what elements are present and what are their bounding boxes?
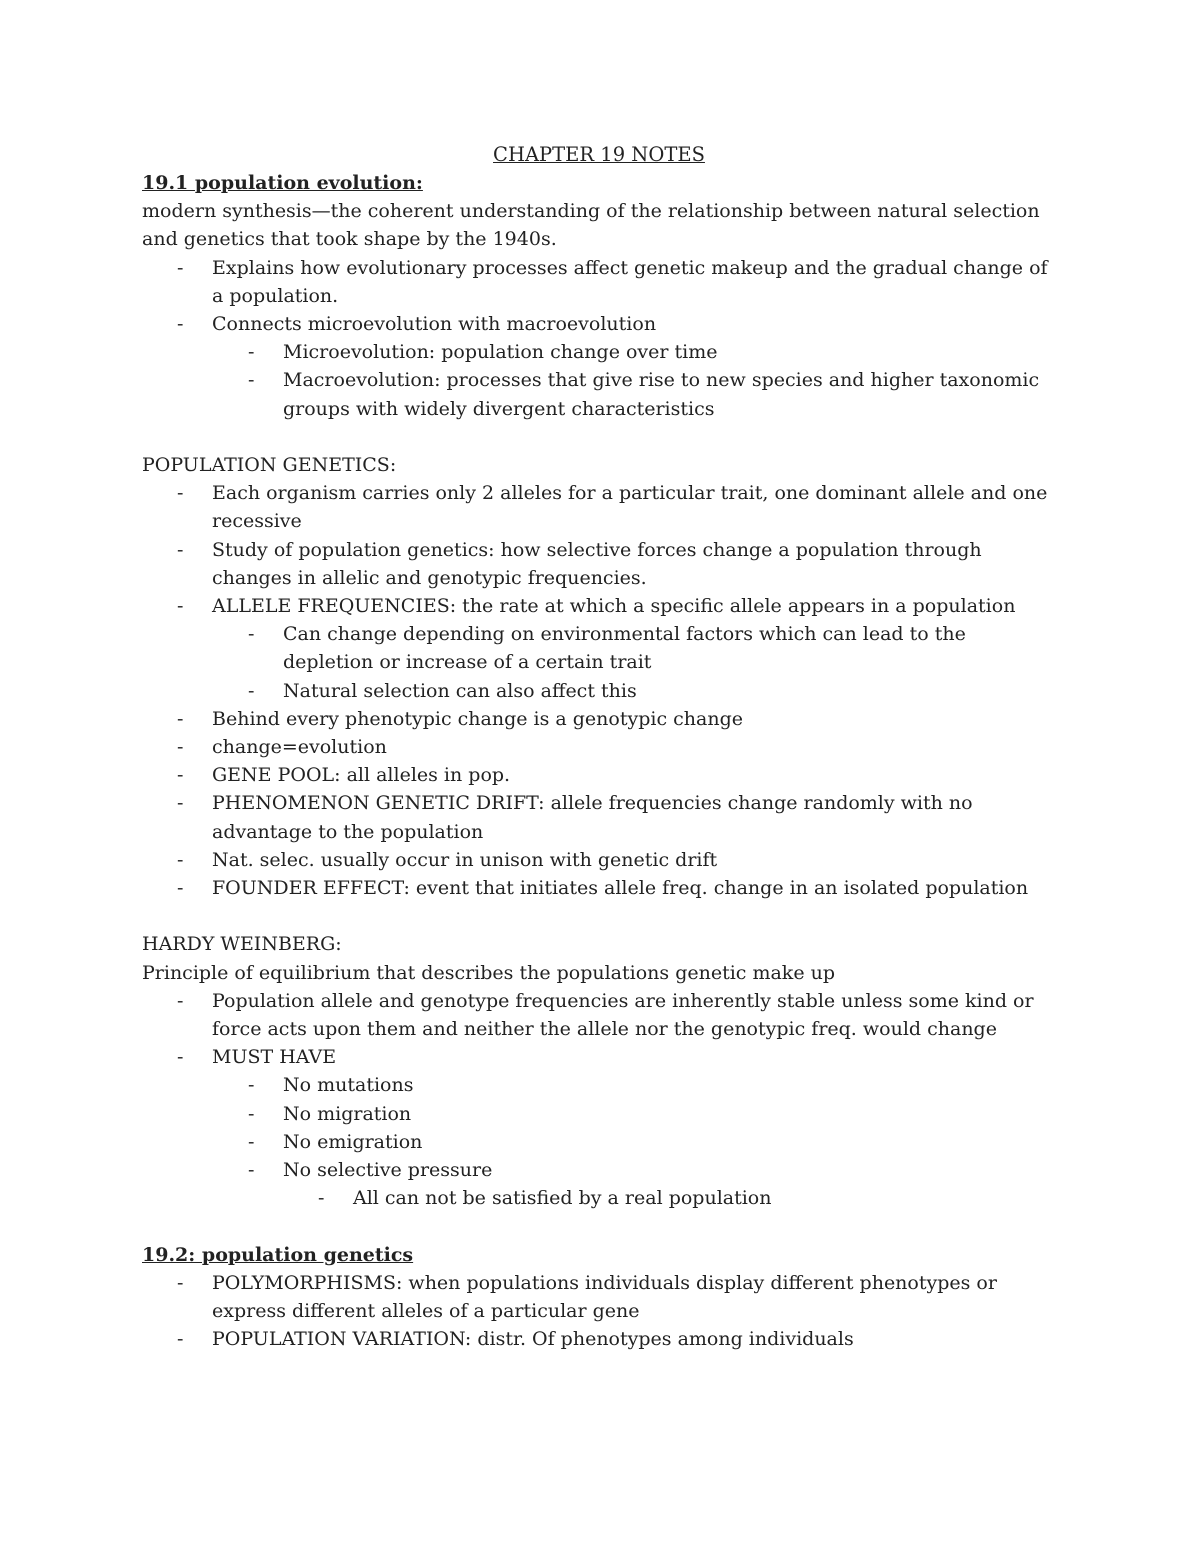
bullet-list bbox=[142, 987, 1050, 1213]
section-heading-population-genetics: POPULATION GENETICS: bbox=[142, 454, 397, 477]
dash-bullet: - bbox=[177, 877, 184, 900]
dash-bullet: - bbox=[248, 623, 255, 646]
dash-bullet: - bbox=[248, 1102, 255, 1125]
list-item bbox=[142, 677, 1050, 705]
list-item-text: Each organism carries only 2 alleles for a particular trait, one dominant allele and one recessive bbox=[212, 482, 1048, 533]
dash-bullet: - bbox=[177, 1328, 184, 1351]
dash-bullet: - bbox=[177, 482, 184, 505]
dash-bullet: - bbox=[177, 989, 184, 1012]
list-item-text: FOUNDER EFFECT: event that initiates allele freq. change in an isolated population bbox=[212, 877, 1029, 900]
dash-bullet: - bbox=[248, 1074, 255, 1097]
spacer bbox=[142, 423, 1050, 451]
list-item bbox=[142, 1100, 1050, 1128]
list-item bbox=[142, 733, 1050, 761]
list-item bbox=[142, 620, 1050, 676]
list-item bbox=[142, 874, 1050, 902]
list-item bbox=[142, 1269, 1050, 1325]
page-title: CHAPTER 19 NOTES bbox=[493, 143, 705, 166]
list-item bbox=[142, 1128, 1050, 1156]
dash-bullet: - bbox=[177, 792, 184, 815]
list-item bbox=[142, 1156, 1050, 1184]
list-item-text: Microevolution: population change over time bbox=[283, 341, 718, 364]
list-item-text: Population allele and genotype frequencies are inherently stable unless some kind or force acts upon them and neither the allele nor the genotypic freq. would change bbox=[212, 989, 1034, 1041]
list-item-text: Can change depending on environmental factors which can lead to the depletion or increase of a certain trait bbox=[283, 623, 966, 674]
dash-bullet: - bbox=[248, 679, 255, 702]
section-intro-modern-synthesis: modern synthesis—the coherent understanding of the relationship between natural selection and genetics that took shape by the 1940s. bbox=[142, 200, 1040, 251]
dash-bullet: - bbox=[248, 1159, 255, 1182]
list-item-text: No emigration bbox=[283, 1130, 423, 1153]
list-item-text: Nat. selec. usually occur in unison with genetic drift bbox=[212, 848, 718, 871]
spacer bbox=[142, 902, 1050, 930]
dash-bullet: - bbox=[248, 341, 255, 364]
dash-bullet: - bbox=[177, 1046, 184, 1069]
dash-bullet: - bbox=[248, 369, 255, 392]
list-item bbox=[142, 338, 1050, 366]
list-item-text: MUST HAVE bbox=[212, 1046, 337, 1069]
list-item bbox=[142, 592, 1050, 620]
list-item-text: change=evolution bbox=[212, 736, 387, 759]
list-item bbox=[142, 536, 1050, 592]
list-item bbox=[142, 1071, 1050, 1099]
list-item-text: No selective pressure bbox=[283, 1159, 493, 1182]
dash-bullet: - bbox=[177, 538, 184, 561]
dash-bullet: - bbox=[177, 595, 184, 618]
list-item bbox=[142, 761, 1050, 789]
list-item-text: PHENOMENON GENETIC DRIFT: allele frequencies change randomly with no advantage to the population bbox=[212, 792, 973, 843]
dash-bullet: - bbox=[177, 736, 184, 759]
list-item-text: GENE POOL: all alleles in pop. bbox=[212, 764, 511, 787]
dash-bullet: - bbox=[248, 1130, 255, 1153]
list-item bbox=[142, 254, 1050, 310]
list-item-text: Behind every phenotypic change is a genotypic change bbox=[212, 707, 743, 730]
dash-bullet: - bbox=[177, 764, 184, 787]
list-item bbox=[142, 1043, 1050, 1071]
list-item-text: No migration bbox=[283, 1102, 412, 1125]
dash-bullet: - bbox=[318, 1187, 325, 1210]
list-item-text: All can not be satisfied by a real population bbox=[353, 1187, 772, 1210]
dash-bullet: - bbox=[177, 1271, 184, 1294]
list-item-text: Connects microevolution with macroevolution bbox=[212, 313, 657, 336]
list-item-text: Explains how evolutionary processes affect genetic makeup and the gradual change of a population. bbox=[212, 256, 1048, 307]
list-item-text: Macroevolution: processes that give rise to new species and higher taxonomic groups with widely divergent characteristics bbox=[283, 369, 1040, 420]
list-item-text: ALLELE FREQUENCIES: the rate at which a specific allele appears in a population bbox=[212, 595, 1016, 618]
list-item bbox=[142, 846, 1050, 874]
dash-bullet: - bbox=[177, 256, 184, 279]
list-item bbox=[142, 310, 1050, 338]
bullet-list bbox=[142, 479, 1050, 902]
list-item bbox=[142, 1325, 1050, 1353]
dash-bullet: - bbox=[177, 848, 184, 871]
list-item bbox=[142, 1184, 1050, 1212]
section-heading-19-2: 19.2: population genetics bbox=[142, 1243, 414, 1266]
list-item bbox=[142, 479, 1050, 535]
list-item-text: POLYMORPHISMS: when populations individuals display different phenotypes or express different alleles of a particular gene bbox=[212, 1271, 997, 1323]
bullet-list bbox=[142, 1269, 1050, 1354]
list-item-text: No mutations bbox=[283, 1074, 414, 1097]
section-intro-equilibrium: Principle of equilibrium that describes the populations genetic make up bbox=[142, 961, 836, 984]
section-heading-hardy-weinberg: HARDY WEINBERG: bbox=[142, 933, 342, 956]
list-item bbox=[142, 366, 1050, 422]
dash-bullet: - bbox=[177, 707, 184, 730]
list-item bbox=[142, 987, 1050, 1043]
list-item-text: Study of population genetics: how selective forces change a population through changes in allelic and genotypic frequencies. bbox=[212, 538, 982, 589]
section-heading-population-evolution: 19.1 population evolution: bbox=[142, 172, 423, 194]
dash-bullet: - bbox=[177, 313, 184, 336]
list-item bbox=[142, 705, 1050, 733]
list-item-text: POPULATION VARIATION: distr. Of phenotypes among individuals bbox=[212, 1328, 854, 1351]
list-item-text: Natural selection can also affect this bbox=[283, 679, 637, 702]
spacer bbox=[142, 1212, 1050, 1240]
bullet-list bbox=[142, 254, 1050, 423]
list-item bbox=[142, 789, 1050, 845]
